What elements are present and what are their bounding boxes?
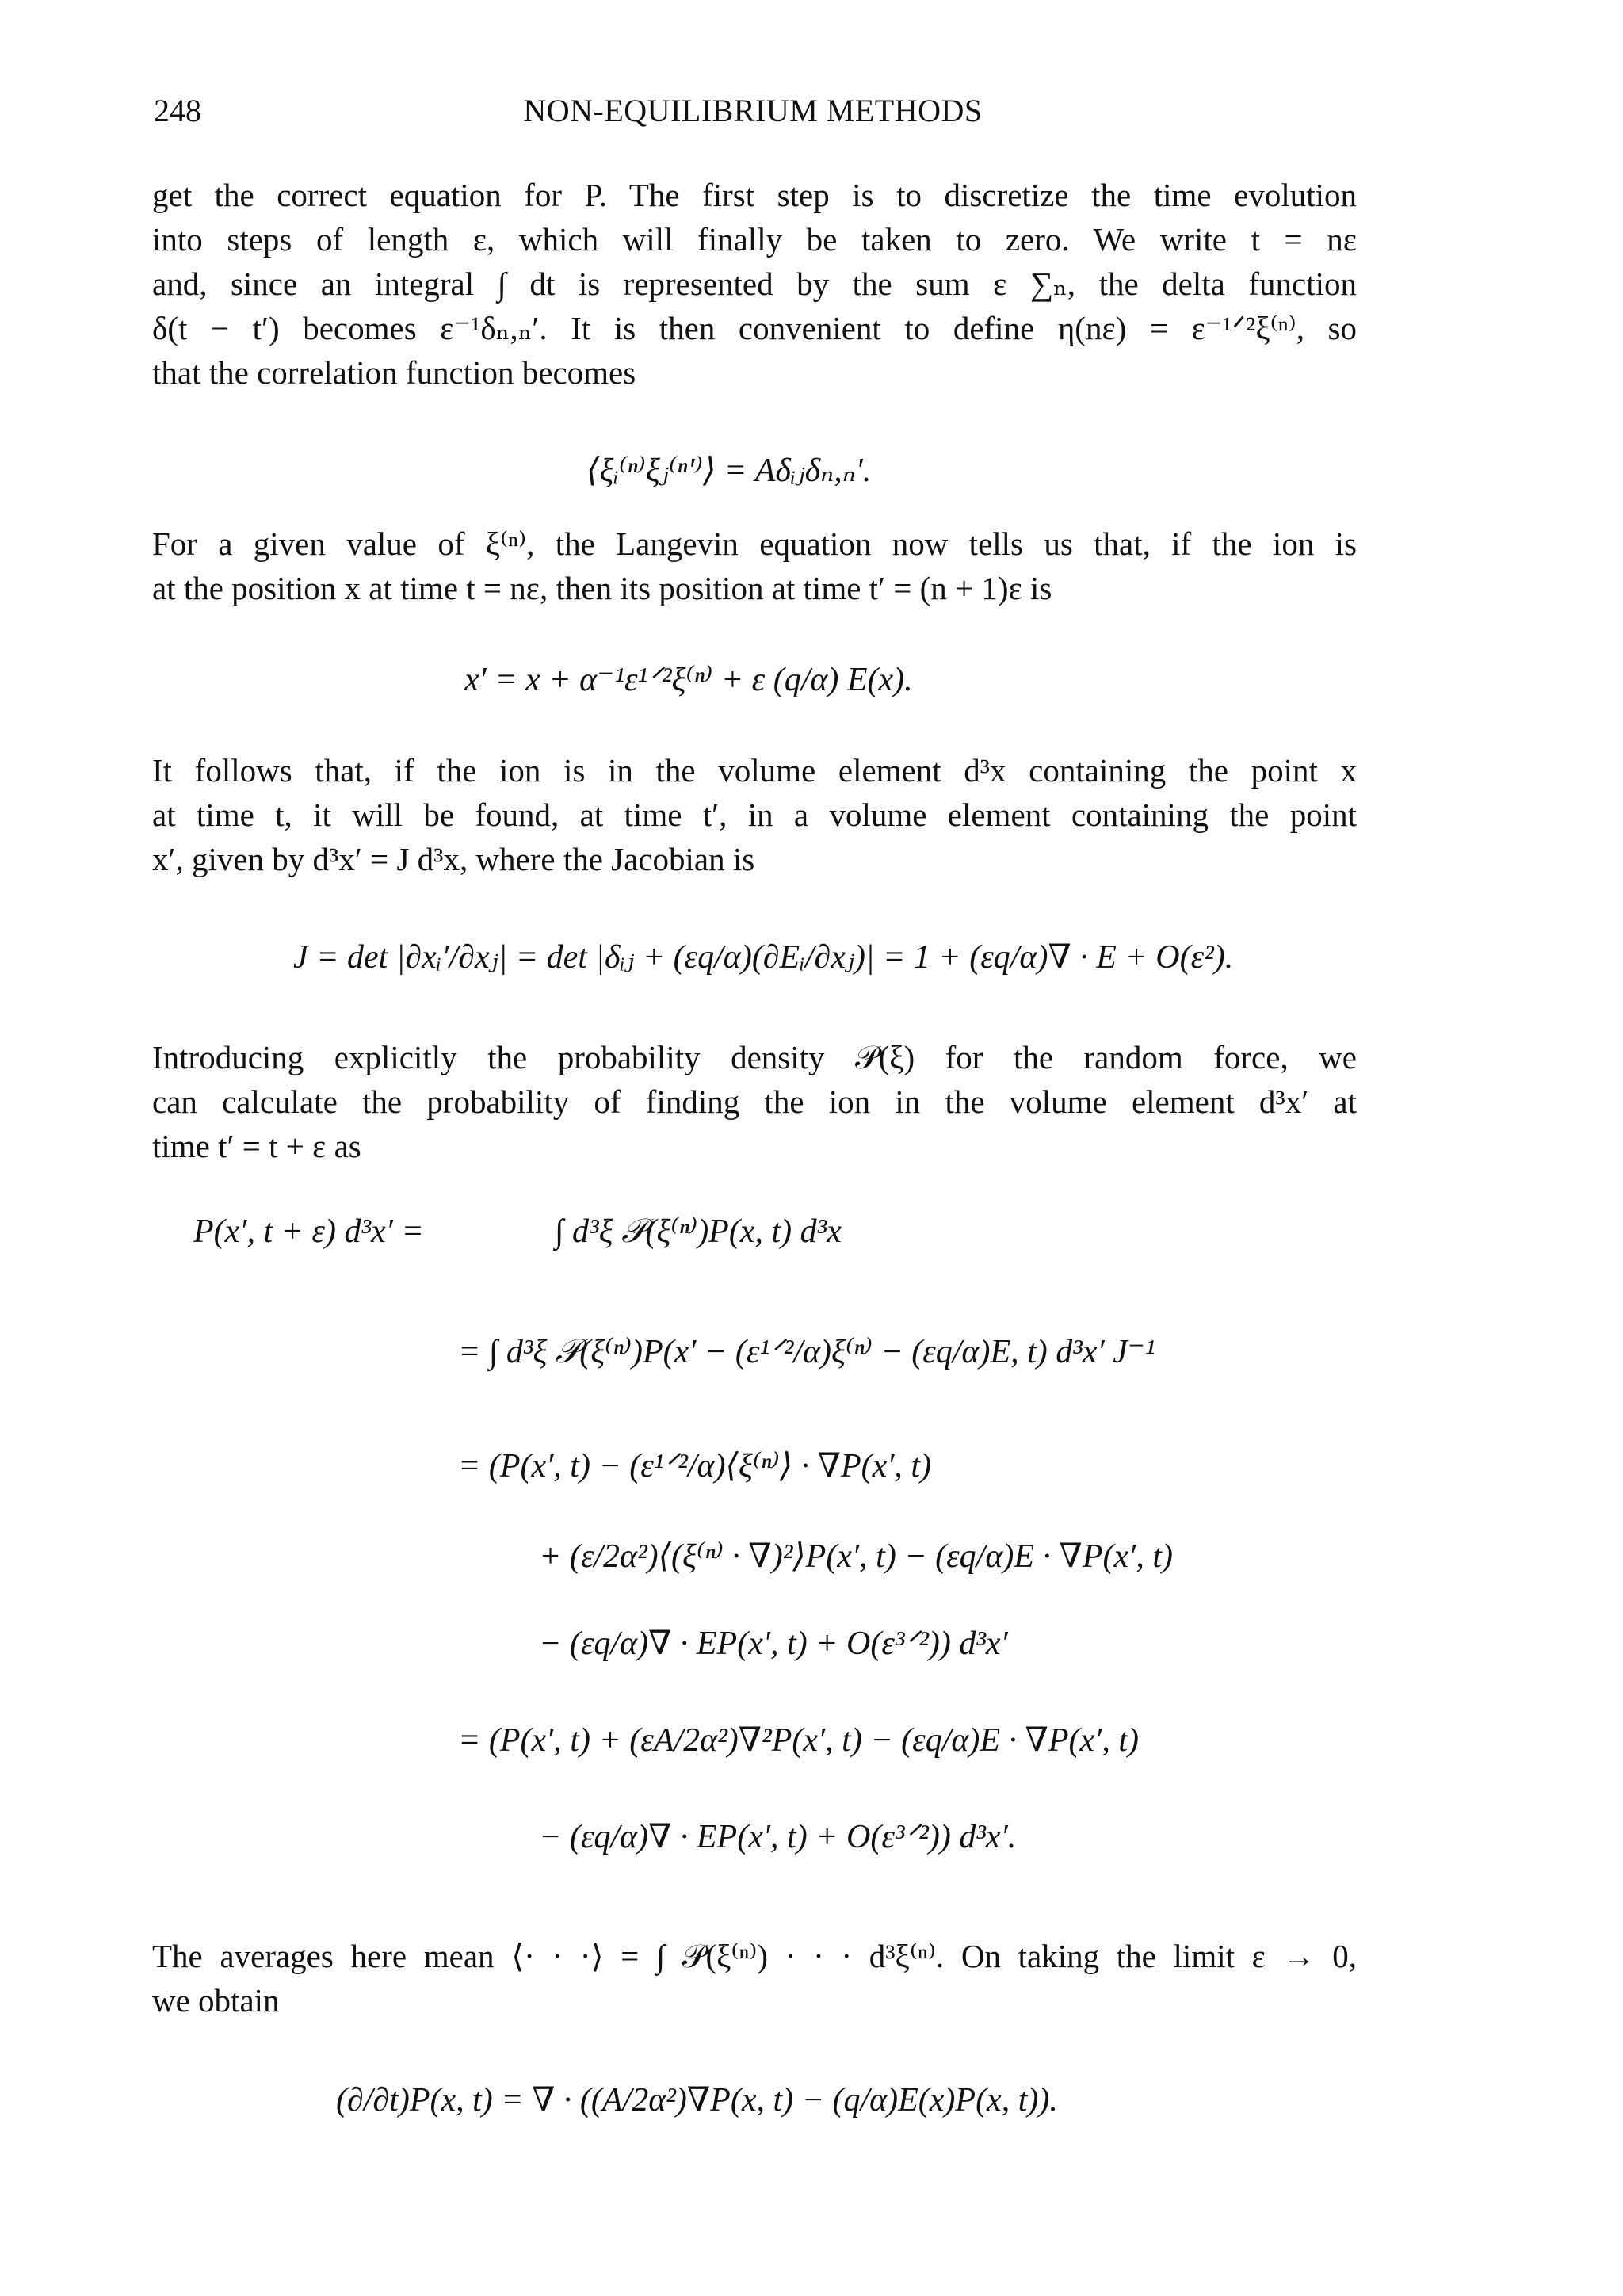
text-line: Introducing explicitly the probability density 𝒫(ξ) for the random force, we — [152, 1039, 1357, 1075]
text-line: at time t, it will be found, at time t′, in a volume element containing the point — [152, 797, 1357, 833]
text-line: into steps of length ε, which will finally be taken to zero. We write t = nε — [152, 221, 1357, 258]
equation-line: − (εq/α)∇ · EP(x′, t) + O(ε³ᐟ²)) d³x′ — [539, 1626, 1008, 1662]
equation-line: P(x′, t + ε) d³x′ = — [193, 1213, 424, 1250]
equation-langevin-step: x′ = x + α⁻¹ε¹ᐟ²ξ⁽ⁿ⁾ + ε (q/α) E(x). — [464, 662, 913, 698]
text-line: and, since an integral ∫ dt is represented by the sum ε ∑ₙ, the delta function — [152, 266, 1357, 302]
text-line: we obtain — [152, 1982, 280, 2019]
text-line: The averages here mean ⟨· · ·⟩ = ∫ 𝒫(ξ⁽ⁿ⁾) · · · d³ξ⁽ⁿ⁾. On taking the limit ε → 0, — [152, 1938, 1357, 1974]
text-line: δ(t − t′) becomes ε⁻¹δₙ,ₙ′. It is then convenient to define η(nε) = ε⁻¹ᐟ²ξ⁽ⁿ⁾, so — [152, 310, 1357, 346]
text-line: time t′ = t + ε as — [152, 1128, 361, 1164]
equation-line: ∫ d³ξ 𝒫(ξ⁽ⁿ⁾)P(x, t) d³x — [555, 1213, 842, 1250]
paragraph-3 — [152, 748, 1357, 881]
page-header — [151, 92, 1355, 136]
running-head: NON-EQUILIBRIUM METHODS — [523, 93, 983, 128]
equation-line: − (εq/α)∇ · EP(x′, t) + O(ε³ᐟ²)) d³x′. — [539, 1819, 1017, 1855]
equation-line: = ∫ d³ξ 𝒫(ξ⁽ⁿ⁾)P(x′ − (ε¹ᐟ²/α)ξ⁽ⁿ⁾ − (εq/α)E, t) d³x′ J⁻¹ — [458, 1334, 1155, 1370]
text-line: For a given value of ξ⁽ⁿ⁾, the Langevin equation now tells us that, if the ion is — [152, 525, 1357, 562]
equation-line: = (P(x′, t) + (εA/2α²)∇²P(x′, t) − (εq/α)E · ∇P(x′, t) — [458, 1722, 1140, 1759]
text-line: that the correlation function becomes — [152, 354, 636, 391]
paragraph-4 — [152, 1035, 1357, 1168]
text-line: It follows that, if the ion is in the volume element d³x containing the point x — [152, 752, 1357, 789]
paragraph-5 — [152, 1934, 1357, 2023]
text-line: x′, given by d³x′ = J d³x, where the Jacobian is — [152, 841, 755, 877]
equation-jacobian: J = det |∂xᵢ′/∂xⱼ| = det |δᵢⱼ + (εq/α)(∂Eᵢ/∂xⱼ)| = 1 + (εq/α)∇ · E + O(ε²). — [293, 939, 1234, 976]
text-line: can calculate the probability of finding the ion in the volume element d³x′ at — [152, 1083, 1357, 1120]
text-line: at the position x at time t = nε, then its position at time t′ = (n + 1)ε is — [152, 570, 1052, 606]
paragraph-2 — [152, 521, 1357, 610]
equation-line: = (P(x′, t) − (ε¹ᐟ²/α)⟨ξ⁽ⁿ⁾⟩ · ∇P(x′, t) — [458, 1448, 932, 1484]
equation-line: + (ε/2α²)⟨(ξ⁽ⁿ⁾ · ∇)²⟩P(x′, t) − (εq/α)E · ∇P(x′, t) — [539, 1538, 1173, 1575]
paragraph-1 — [152, 173, 1357, 395]
page-number: 248 — [154, 93, 201, 128]
text-line: get the correct equation for P. The first step is to discretize the time evolution — [152, 177, 1357, 213]
equation-fokker-planck: (∂/∂t)P(x, t) = ∇ · ((A/2α²)∇P(x, t) − (q/α)E(x)P(x, t)). — [336, 2082, 1058, 2118]
equation-correlation: ⟨ξᵢ⁽ⁿ⁾ξⱼ⁽ⁿ′⁾⟩ = Aδᵢⱼδₙ,ₙ′. — [586, 453, 872, 489]
